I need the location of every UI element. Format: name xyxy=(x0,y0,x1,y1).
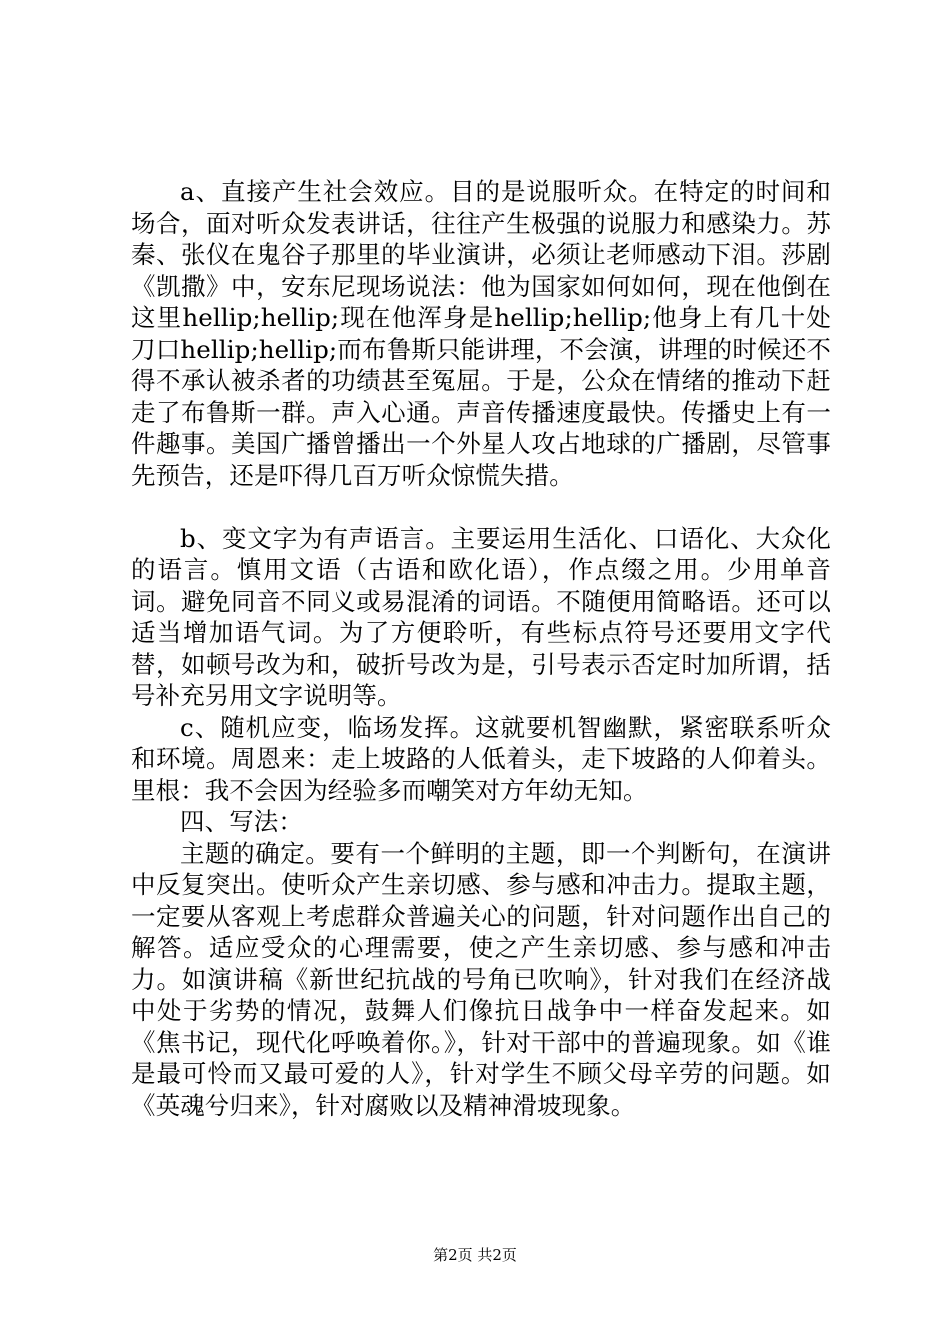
paragraph-improvisation: c、随机应变，临场发挥。这就要机智幽默，紧密联系听众和环境。周恩来：走上坡路的人低着头，走下坡路的人仰着头。里根：我不会因为经验多而嘲笑对方年幼无知。 xyxy=(131,712,831,805)
paragraph-gap xyxy=(131,491,831,523)
paragraph-effect: a、直接产生社会效应。目的是说服听众。在特定的时间和场合，面对听众发表讲话，往往产生极强的说服力和感染力。苏秦、张仪在鬼谷子那里的毕业演讲，必须让老师感动下泪。莎剧《凯撒》中，安东尼现场说法：他为国家如何如何，现在他倒在这里hellip;hellip;现在他浑身是hellip;hellip;他身上有几十处刀口hellip;hellip;而布鲁斯只能讲理，不会演，讲理的时候还不得不承认被杀者的功绩甚至冤屈。于是，公众在情绪的推动下赶走了布鲁斯一群。声入心通。声音传播速度最快。传播史上有一件趣事。美国广播曾播出一个外星人攻占地球的广播剧，尽管事先预告，还是吓得几百万听众惊慌失措。 xyxy=(131,177,831,490)
section-heading-writing: 四、写法： xyxy=(180,807,303,836)
document-body xyxy=(131,176,831,1121)
paragraph-theme: 主题的确定。要有一个鲜明的主题，即一个判断句，在演讲中反复突出。使听众产生亲切感、参与感和冲击力。提取主题，一定要从客观上考虑群众普遍关心的问题，针对问题作出自己的解答。适应受众的心理需要，使之产生亲切感、参与感和冲击力。如演讲稿《新世纪抗战的号角已吹响》，针对我们在经济战中处于劣势的情况，鼓舞人们像抗日战争中一样奋发起来。如《焦书记，现代化呼唤着你。》，针对干部中的普遍现象。如《谁是最可怜而又最可爱的人》，针对学生不顾父母辛劳的问题。如《英魂兮归来》，针对腐败以及精神滑坡现象。 xyxy=(131,838,831,1120)
paragraph-spoken-language: b、变文字为有声语言。主要运用生活化、口语化、大众化的语言。慎用文语（古语和欧化语），作点缀之用。少用单音词。避免同音不同义或易混淆的词语。不随便用简略语。还可以适当增加语气词。为了方便聆听，有些标点符号还要用文字代替，如顿号改为和，破折号改为是，引号表示否定时加所谓，括号补充另用文字说明等。 xyxy=(131,523,831,710)
page-number-footer: 第2页 共2页 xyxy=(433,1246,517,1264)
